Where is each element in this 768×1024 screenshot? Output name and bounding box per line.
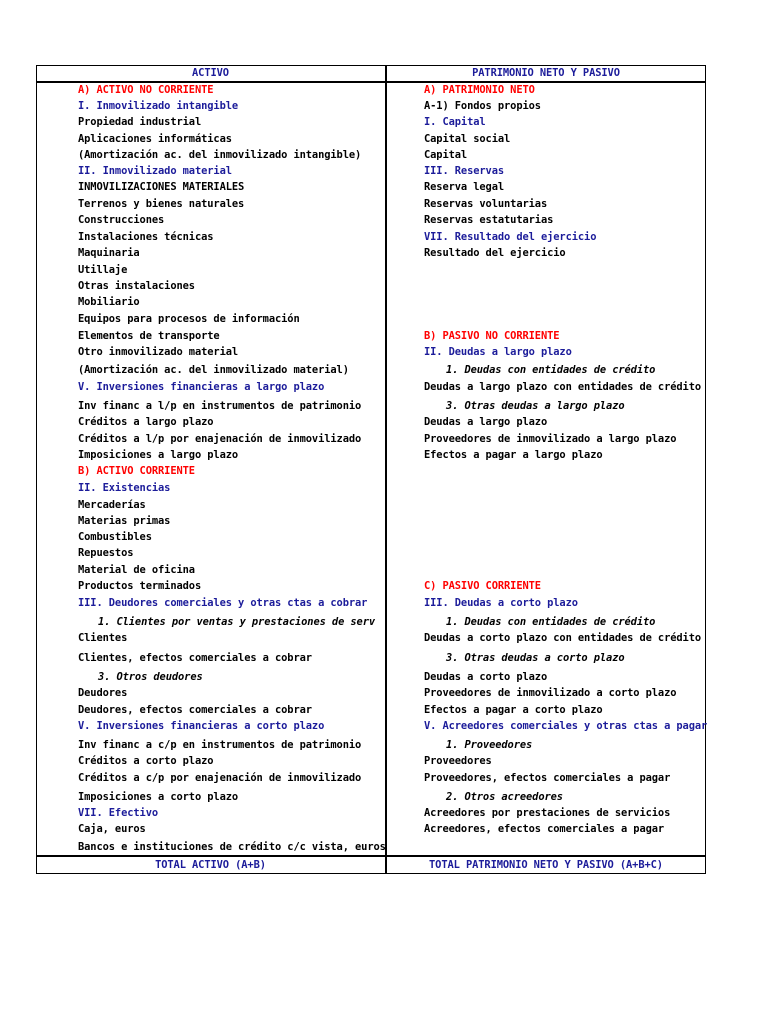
right-entry: Proveedores, efectos comerciales a pagar bbox=[424, 772, 671, 784]
left-entry: Deudores bbox=[78, 687, 128, 699]
right-entry: 2. Otros acreedores bbox=[446, 791, 563, 803]
right-entry: Capital social bbox=[424, 133, 511, 145]
left-entry: III. Deudores comerciales y otras ctas a cobrar bbox=[78, 597, 368, 609]
left-entry: Terrenos y bienes naturales bbox=[78, 198, 245, 210]
right-entry: Deudas a largo plazo con entidades de crédito bbox=[424, 381, 702, 393]
left-entry: 3. Otros deudores bbox=[98, 671, 203, 683]
left-entry: V. Inversiones financieras a largo plazo bbox=[78, 381, 325, 393]
right-entry: III. Reservas bbox=[424, 165, 505, 177]
left-entry: Combustibles bbox=[78, 531, 152, 543]
left-entry: Utillaje bbox=[78, 264, 128, 276]
left-entry: Imposiciones a largo plazo bbox=[78, 449, 239, 461]
left-entry: Instalaciones técnicas bbox=[78, 231, 214, 243]
right-entry: Capital bbox=[424, 149, 468, 161]
right-entry: VII. Resultado del ejercicio bbox=[424, 231, 597, 243]
right-entry: Reservas estatutarias bbox=[424, 214, 554, 226]
left-entry: Bancos e instituciones de crédito c/c vista, euros bbox=[78, 841, 386, 853]
right-entry: Efectos a pagar a largo plazo bbox=[424, 449, 603, 461]
left-entry: Construcciones bbox=[78, 214, 165, 226]
right-entry: Reserva legal bbox=[424, 181, 505, 193]
left-entry: Equipos para procesos de información bbox=[78, 313, 300, 325]
left-entry: B) ACTIVO CORRIENTE bbox=[78, 465, 195, 477]
left-entry: Productos terminados bbox=[78, 580, 202, 592]
left-entry: Material de oficina bbox=[78, 564, 195, 576]
right-entry: Deudas a corto plazo bbox=[424, 671, 548, 683]
left-entry: Otras instalaciones bbox=[78, 280, 195, 292]
right-entry: Reservas voluntarias bbox=[424, 198, 548, 210]
left-entry: Aplicaciones informáticas bbox=[78, 133, 232, 145]
right-entry: III. Deudas a corto plazo bbox=[424, 597, 578, 609]
right-entry: A) PATRIMONIO NETO bbox=[424, 84, 535, 96]
right-entry: B) PASIVO NO CORRIENTE bbox=[424, 330, 560, 342]
left-entry: Otro inmovilizado material bbox=[78, 346, 239, 358]
right-entry: Deudas a largo plazo bbox=[424, 416, 548, 428]
left-entry: VII. Efectivo bbox=[78, 807, 159, 819]
left-entry: Créditos a largo plazo bbox=[78, 416, 214, 428]
left-entry: Materias primas bbox=[78, 515, 171, 527]
left-entry: Inv financ a c/p en instrumentos de patrimonio bbox=[78, 739, 362, 751]
left-entry: Inv financ a l/p en instrumentos de patrimonio bbox=[78, 400, 362, 412]
left-entry: Caja, euros bbox=[78, 823, 146, 835]
footer-divider bbox=[36, 855, 706, 857]
left-entry: INMOVILIZACIONES MATERIALES bbox=[78, 181, 245, 193]
left-entry: Créditos a l/p por enajenación de inmovilizado bbox=[78, 433, 362, 445]
left-entry: 1. Clientes por ventas y prestaciones de serv bbox=[98, 616, 376, 628]
right-entry: Deudas a corto plazo con entidades de crédito bbox=[424, 632, 702, 644]
header-activo: ACTIVO bbox=[192, 67, 229, 79]
left-entry: (Amortización ac. del inmovilizado intangible) bbox=[78, 149, 362, 161]
total-patrimonio-pasivo: TOTAL PATRIMONIO NETO Y PASIVO (A+B+C) bbox=[429, 859, 663, 871]
right-entry: Proveedores de inmovilizado a corto plazo bbox=[424, 687, 677, 699]
left-entry: Repuestos bbox=[78, 547, 134, 559]
right-entry: V. Acreedores comerciales y otras ctas a pagar bbox=[424, 720, 708, 732]
right-entry: Proveedores de inmovilizado a largo plazo bbox=[424, 433, 677, 445]
left-entry: I. Inmovilizado intangible bbox=[78, 100, 239, 112]
left-entry: Maquinaria bbox=[78, 247, 140, 259]
column-divider bbox=[385, 65, 387, 874]
right-entry: A-1) Fondos propios bbox=[424, 100, 541, 112]
header-divider bbox=[36, 81, 706, 83]
right-entry: 3. Otras deudas a largo plazo bbox=[446, 400, 625, 412]
right-entry: II. Deudas a largo plazo bbox=[424, 346, 572, 358]
left-entry: V. Inversiones financieras a corto plazo bbox=[78, 720, 325, 732]
left-entry: A) ACTIVO NO CORRIENTE bbox=[78, 84, 214, 96]
right-entry: 1. Proveedores bbox=[446, 739, 533, 751]
left-entry: Mobiliario bbox=[78, 296, 140, 308]
right-entry: 1. Deudas con entidades de crédito bbox=[446, 616, 656, 628]
left-entry: Créditos a c/p por enajenación de inmovilizado bbox=[78, 772, 362, 784]
left-entry: Clientes, efectos comerciales a cobrar bbox=[78, 652, 312, 664]
header-patrimonio-pasivo: PATRIMONIO NETO Y PASIVO bbox=[472, 67, 620, 79]
right-entry: Acreedores, efectos comerciales a pagar bbox=[424, 823, 665, 835]
right-entry: 3. Otras deudas a corto plazo bbox=[446, 652, 625, 664]
right-entry: Proveedores bbox=[424, 755, 492, 767]
left-entry: Imposiciones a corto plazo bbox=[78, 791, 239, 803]
left-entry: Deudores, efectos comerciales a cobrar bbox=[78, 704, 312, 716]
total-activo: TOTAL ACTIVO (A+B) bbox=[155, 859, 266, 871]
left-entry: Clientes bbox=[78, 632, 128, 644]
right-entry: 1. Deudas con entidades de crédito bbox=[446, 364, 656, 376]
right-entry: C) PASIVO CORRIENTE bbox=[424, 580, 541, 592]
right-entry: Acreedores por prestaciones de servicios bbox=[424, 807, 671, 819]
right-entry: I. Capital bbox=[424, 116, 486, 128]
right-entry: Resultado del ejercicio bbox=[424, 247, 566, 259]
right-entry: Efectos a pagar a corto plazo bbox=[424, 704, 603, 716]
left-entry: (Amortización ac. del inmovilizado material) bbox=[78, 364, 349, 376]
left-entry: Elementos de transporte bbox=[78, 330, 220, 342]
left-entry: Propiedad industrial bbox=[78, 116, 202, 128]
left-entry: Mercaderías bbox=[78, 499, 146, 511]
left-entry: II. Existencias bbox=[78, 482, 171, 494]
left-entry: II. Inmovilizado material bbox=[78, 165, 232, 177]
left-entry: Créditos a corto plazo bbox=[78, 755, 214, 767]
